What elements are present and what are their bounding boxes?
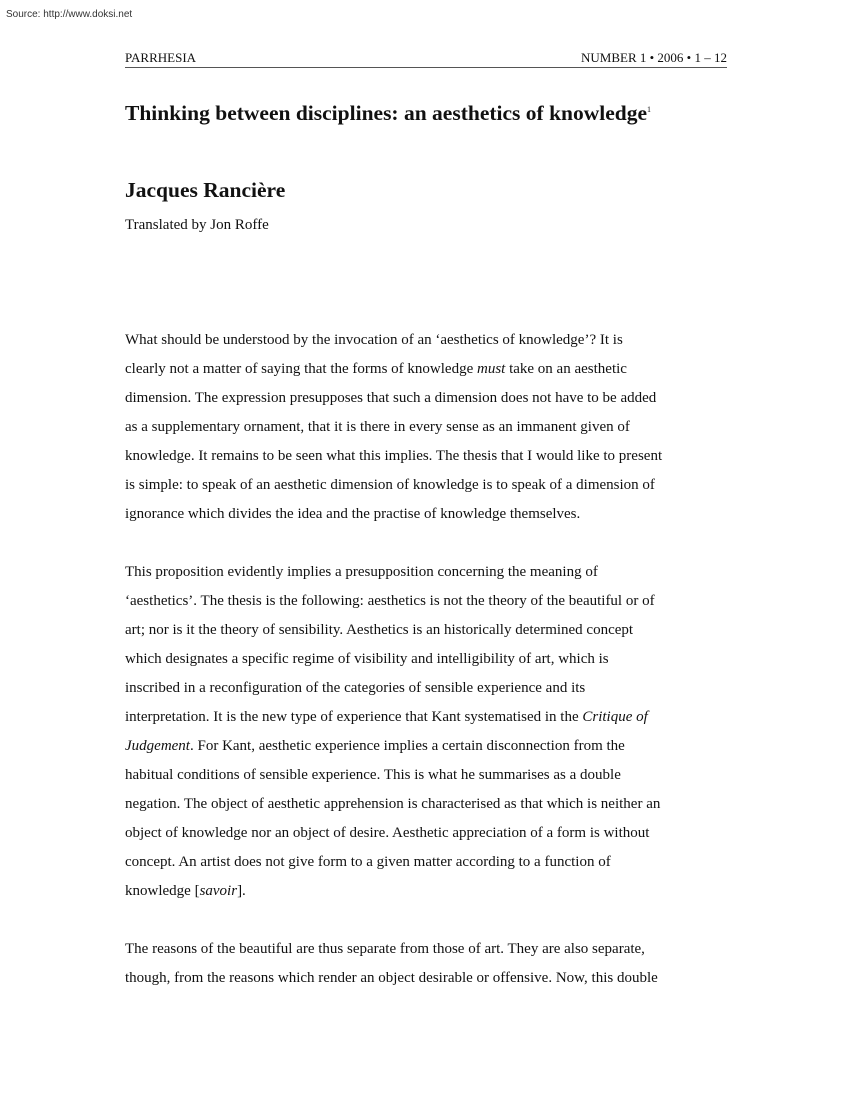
text-line — [125, 761, 727, 790]
italic-text: must — [476, 361, 506, 377]
text-run: ignorance which divides the idea and the practise of knowledge themselves. — [125, 506, 581, 522]
source-note: Source: http://www.doksi.net — [6, 9, 133, 20]
text-run: dimension. The expression presupposes that such a dimension does not have to be added — [125, 390, 657, 406]
text-run: The reasons of the beautiful are thus separate from those of art. They are also separate, — [125, 941, 645, 957]
text-run: interpretation. It is the new type of experience that Kant systematised in the — [125, 709, 583, 725]
text-line — [125, 732, 727, 761]
text-line — [125, 355, 727, 384]
text-line — [125, 848, 727, 877]
text-line — [125, 442, 727, 471]
body-paragraph — [125, 326, 727, 529]
text-line — [125, 500, 727, 529]
text-run: ]. — [237, 883, 246, 899]
body-paragraph — [125, 935, 727, 993]
text-run: ‘aesthetics’. The thesis is the following: aesthetics is not the theory of the beautiful or of — [125, 593, 655, 609]
italic-text: savoir — [199, 883, 238, 899]
text-line — [125, 674, 727, 703]
text-run: What should be understood by the invocation of an ‘aesthetics of knowledge’? It is — [125, 332, 623, 348]
text-line — [125, 964, 727, 993]
text-run: object of knowledge nor an object of desire. Aesthetic appreciation of a form is without — [125, 825, 650, 841]
text-run: knowledge. It remains to be seen what this implies. The thesis that I would like to present — [125, 448, 663, 464]
running-head — [125, 50, 727, 68]
text-run: as a supplementary ornament, that it is there in every sense as an immanent given of — [125, 419, 630, 435]
issue-info: NUMBER 1 • 2006 • 1 – 12 — [581, 50, 727, 65]
article-title-text: Thinking between disciplines: an aesthetics of knowledge — [125, 101, 648, 125]
italic-text: Judgement — [125, 738, 190, 754]
text-run: inscribed in a reconfiguration of the categories of sensible experience and its — [125, 680, 586, 696]
article-title — [125, 99, 727, 127]
text-line — [125, 326, 727, 355]
text-line — [125, 877, 727, 906]
text-run: take on an aesthetic — [505, 361, 627, 377]
article-body — [125, 326, 727, 993]
author-name: Jacques Rancière — [125, 178, 286, 202]
text-line — [125, 471, 727, 500]
italic-text: Critique of — [582, 709, 648, 725]
text-run: art; nor is it the theory of sensibility. Aesthetics is an historically determined concept — [125, 622, 634, 638]
translator-credit: Translated by Jon Roffe — [125, 217, 269, 233]
text-run: though, from the reasons which render an object desirable or offensive. Now, this double — [125, 970, 658, 986]
text-run: negation. The object of aesthetic apprehension is characterised as that which is neither an — [125, 796, 661, 812]
text-line — [125, 790, 727, 819]
text-run: concept. An artist does not give form to a given matter according to a function of — [125, 854, 611, 870]
text-line — [125, 413, 727, 442]
text-run: knowledge [ — [125, 883, 200, 899]
text-line — [125, 384, 727, 413]
body-paragraph — [125, 558, 727, 906]
text-line — [125, 819, 727, 848]
text-run: clearly not a matter of saying that the forms of knowledge — [125, 361, 477, 377]
text-line — [125, 703, 727, 732]
text-run: which designates a specific regime of visibility and intelligibility of art, which is — [125, 651, 609, 667]
text-run: habitual conditions of sensible experience. This is what he summarises as a double — [125, 767, 621, 783]
text-line — [125, 645, 727, 674]
text-line — [125, 616, 727, 645]
text-line — [125, 935, 727, 964]
journal-name: PARRHESIA — [125, 50, 197, 65]
text-run: . For Kant, aesthetic experience implies a certain disconnection from the — [189, 738, 625, 754]
text-run: is simple: to speak of an aesthetic dimension of knowledge is to speak of a dimension of — [125, 477, 655, 493]
title-footnote-marker[interactable]: 1 — [647, 104, 652, 114]
text-run: This proposition evidently implies a presupposition concerning the meaning of — [125, 564, 598, 580]
text-line — [125, 558, 727, 587]
text-line — [125, 587, 727, 616]
